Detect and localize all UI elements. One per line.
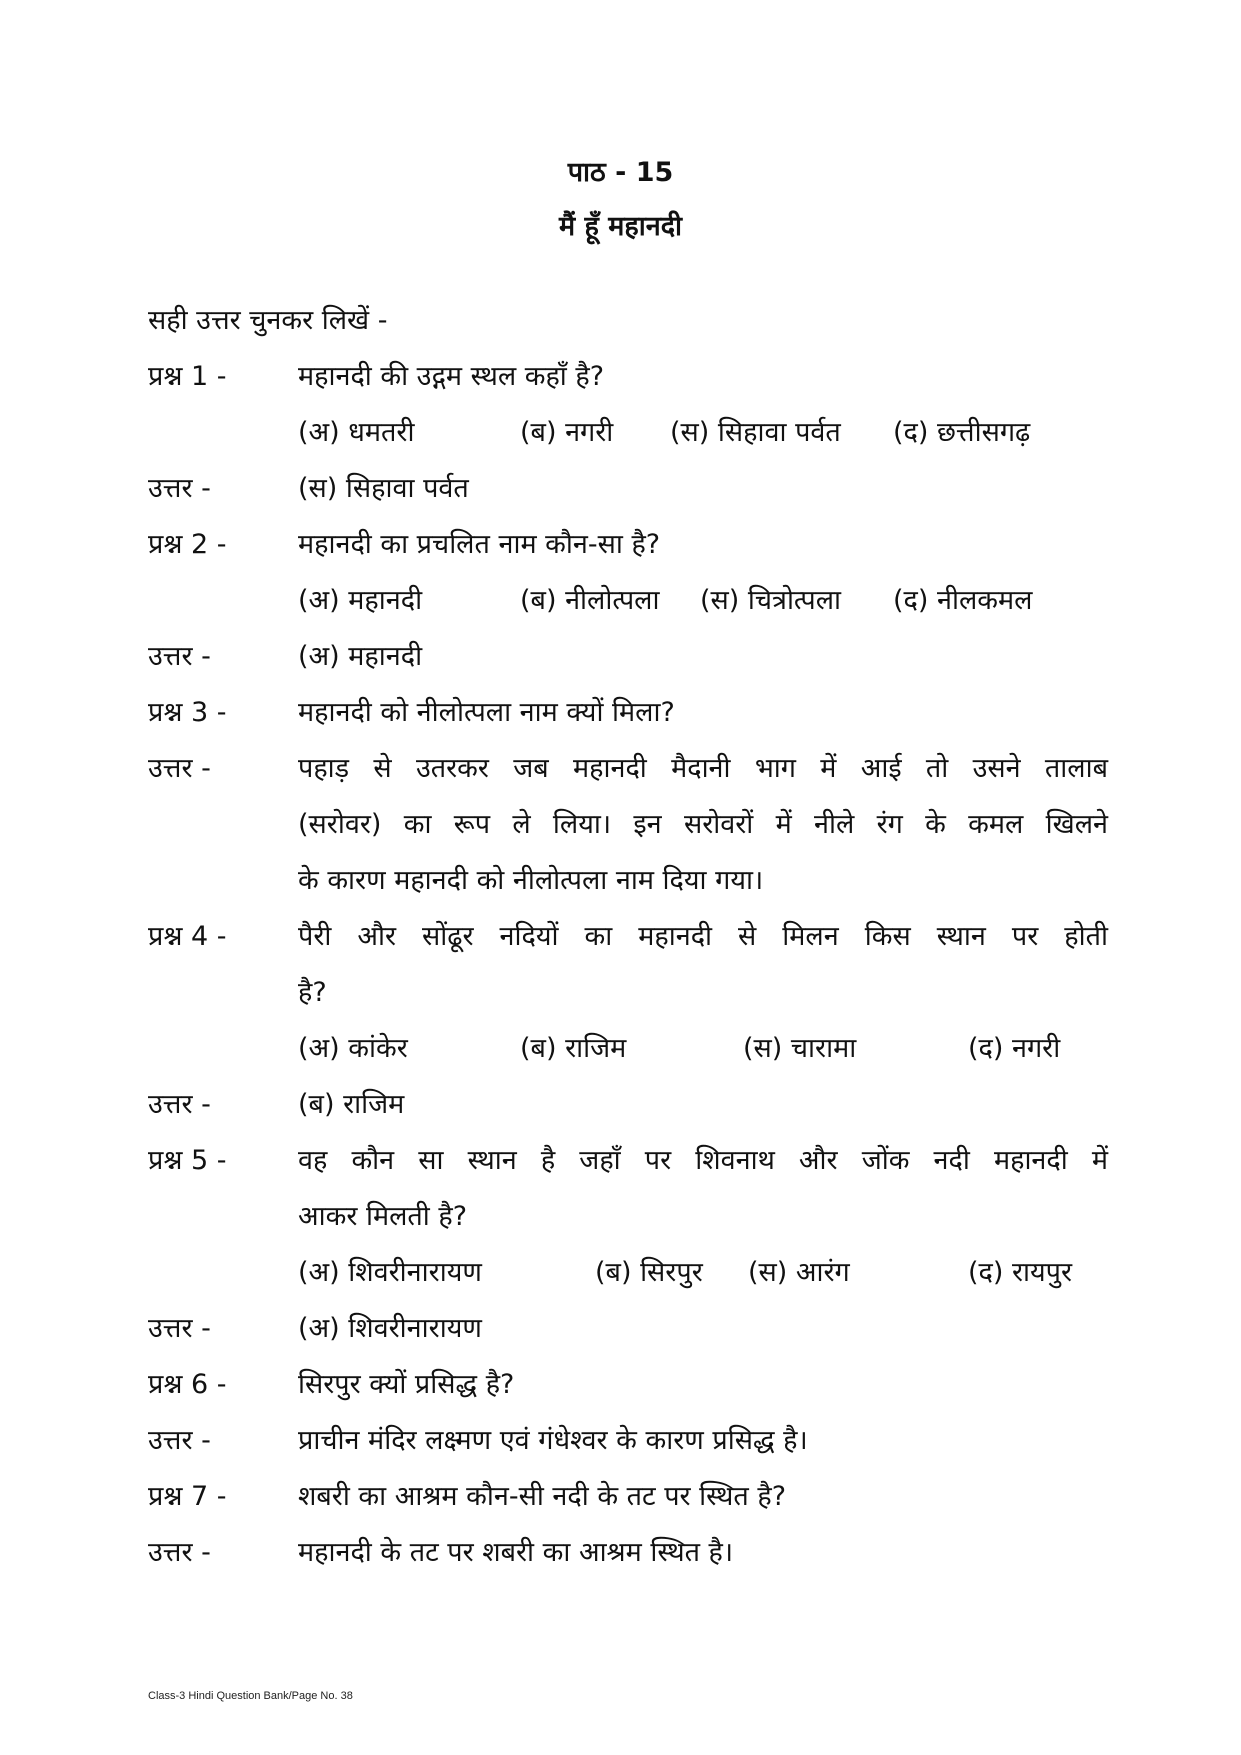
- answer-3-cont: [148, 797, 1108, 853]
- answer-6: [148, 1413, 1108, 1469]
- question-label: प्रश्न 6 -: [148, 1369, 227, 1400]
- option-d: (द) नगरी: [968, 1033, 1061, 1064]
- question-text-line-2: है?: [298, 977, 327, 1008]
- answer-text: महानदी के तट पर शबरी का आश्रम स्थित है।: [298, 1537, 734, 1568]
- page-footer: Class-3 Hindi Question Bank/Page No. 38: [148, 1690, 353, 1702]
- question-text: महानदी का प्रचलित नाम कौन-सा है?: [298, 529, 661, 560]
- answer-text: (स) सिहावा पर्वत: [298, 473, 469, 504]
- question-text-line-1: वह कौन सा स्थान है जहाँ पर शिवनाथ और जोंक नदी महानदी में: [298, 1145, 1108, 1176]
- answer-label: उत्तर -: [148, 473, 211, 504]
- answer-4: [148, 1077, 1108, 1133]
- option-a: (अ) कांकेर: [298, 1033, 408, 1064]
- question-7: [148, 1469, 1108, 1525]
- option-b: (ब) राजिम: [520, 1033, 627, 1064]
- question-text: शबरी का आश्रम कौन-सी नदी के तट पर स्थित है?: [298, 1481, 787, 1512]
- instruction-text: सही उत्तर चुनकर लिखें -: [148, 305, 388, 336]
- answer-label: उत्तर -: [148, 641, 211, 672]
- answer-3-cont: [148, 853, 1108, 909]
- option-a: (अ) महानदी: [298, 585, 423, 616]
- answer-2: [148, 629, 1108, 685]
- answer-text-line-3: के कारण महानदी को नीलोत्पला नाम दिया गया।: [298, 865, 764, 896]
- question-text-line-2: आकर मिलती है?: [298, 1201, 468, 1232]
- chapter-title: मैं हूँ महानदी: [558, 211, 683, 242]
- answer-text: (अ) महानदी: [298, 641, 423, 672]
- question-text: महानदी की उद्गम स्थल कहाँ है?: [298, 361, 605, 392]
- answer-text-line-1: पहाड़ से उतरकर जब महानदी मैदानी भाग में आई तो उसने तालाब: [298, 753, 1108, 784]
- answer-5: [148, 1301, 1108, 1357]
- question-text: सिरपुर क्यों प्रसिद्ध है?: [298, 1369, 515, 1400]
- answer-text-line-2: (सरोवर) का रूप ले लिया। इन सरोवरों में नीले रंग के कमल खिलने: [298, 809, 1108, 840]
- answer-7: [148, 1525, 1108, 1581]
- option-d: (द) रायपुर: [968, 1257, 1073, 1288]
- question-4: [148, 909, 1108, 965]
- option-a: (अ) शिवरीनारायण: [298, 1257, 482, 1288]
- question-5: [148, 1133, 1108, 1189]
- answer-label: उत्तर -: [148, 1537, 211, 1568]
- question-label: प्रश्न 2 -: [148, 529, 227, 560]
- instruction: [148, 293, 1108, 349]
- question-text-line-1: पैरी और सोंढूर नदियों का महानदी से मिलन किस स्थान पर होती: [298, 921, 1108, 952]
- question-4-cont: [148, 965, 1108, 1021]
- option-c: (स) चारामा: [743, 1033, 857, 1064]
- option-a: (अ) धमतरी: [298, 417, 415, 448]
- question-label: प्रश्न 5 -: [148, 1145, 227, 1176]
- option-c: (स) चित्रोत्पला: [700, 585, 842, 616]
- question-5-cont: [148, 1189, 1108, 1245]
- answer-text: प्राचीन मंदिर लक्ष्मण एवं गंधेश्वर के कारण प्रसिद्ध है।: [298, 1425, 808, 1456]
- answer-text: (अ) शिवरीनारायण: [298, 1313, 482, 1344]
- question-3: [148, 685, 1108, 741]
- option-d: (द) छत्तीसगढ़: [893, 417, 1031, 448]
- question-2-options: [148, 573, 1108, 629]
- question-2: [148, 517, 1108, 573]
- question-1: [148, 349, 1108, 405]
- answer-label: उत्तर -: [148, 753, 211, 784]
- question-4-options: [148, 1021, 1108, 1077]
- lesson-number: पाठ - 15: [567, 157, 674, 188]
- option-c: (स) आरंग: [748, 1257, 850, 1288]
- answer-label: उत्तर -: [148, 1313, 211, 1344]
- question-1-options: [148, 405, 1108, 461]
- answer-label: उत्तर -: [148, 1089, 211, 1120]
- answer-label: उत्तर -: [148, 1425, 211, 1456]
- answer-1: [148, 461, 1108, 517]
- option-c: (स) सिहावा पर्वत: [670, 417, 841, 448]
- question-5-options: [148, 1245, 1108, 1301]
- question-label: प्रश्न 7 -: [148, 1481, 227, 1512]
- question-label: प्रश्न 3 -: [148, 697, 227, 728]
- question-label: प्रश्न 1 -: [148, 361, 227, 392]
- question-text: महानदी को नीलोत्पला नाम क्यों मिला?: [298, 697, 675, 728]
- question-6: [148, 1357, 1108, 1413]
- answer-3: [148, 741, 1108, 797]
- answer-text: (ब) राजिम: [298, 1089, 405, 1120]
- option-d: (द) नीलकमल: [893, 585, 1033, 616]
- option-b: (ब) नगरी: [520, 417, 614, 448]
- question-label: प्रश्न 4 -: [148, 921, 227, 952]
- option-b: (ब) सिरपुर: [595, 1257, 703, 1288]
- option-b: (ब) नीलोत्पला: [520, 585, 660, 616]
